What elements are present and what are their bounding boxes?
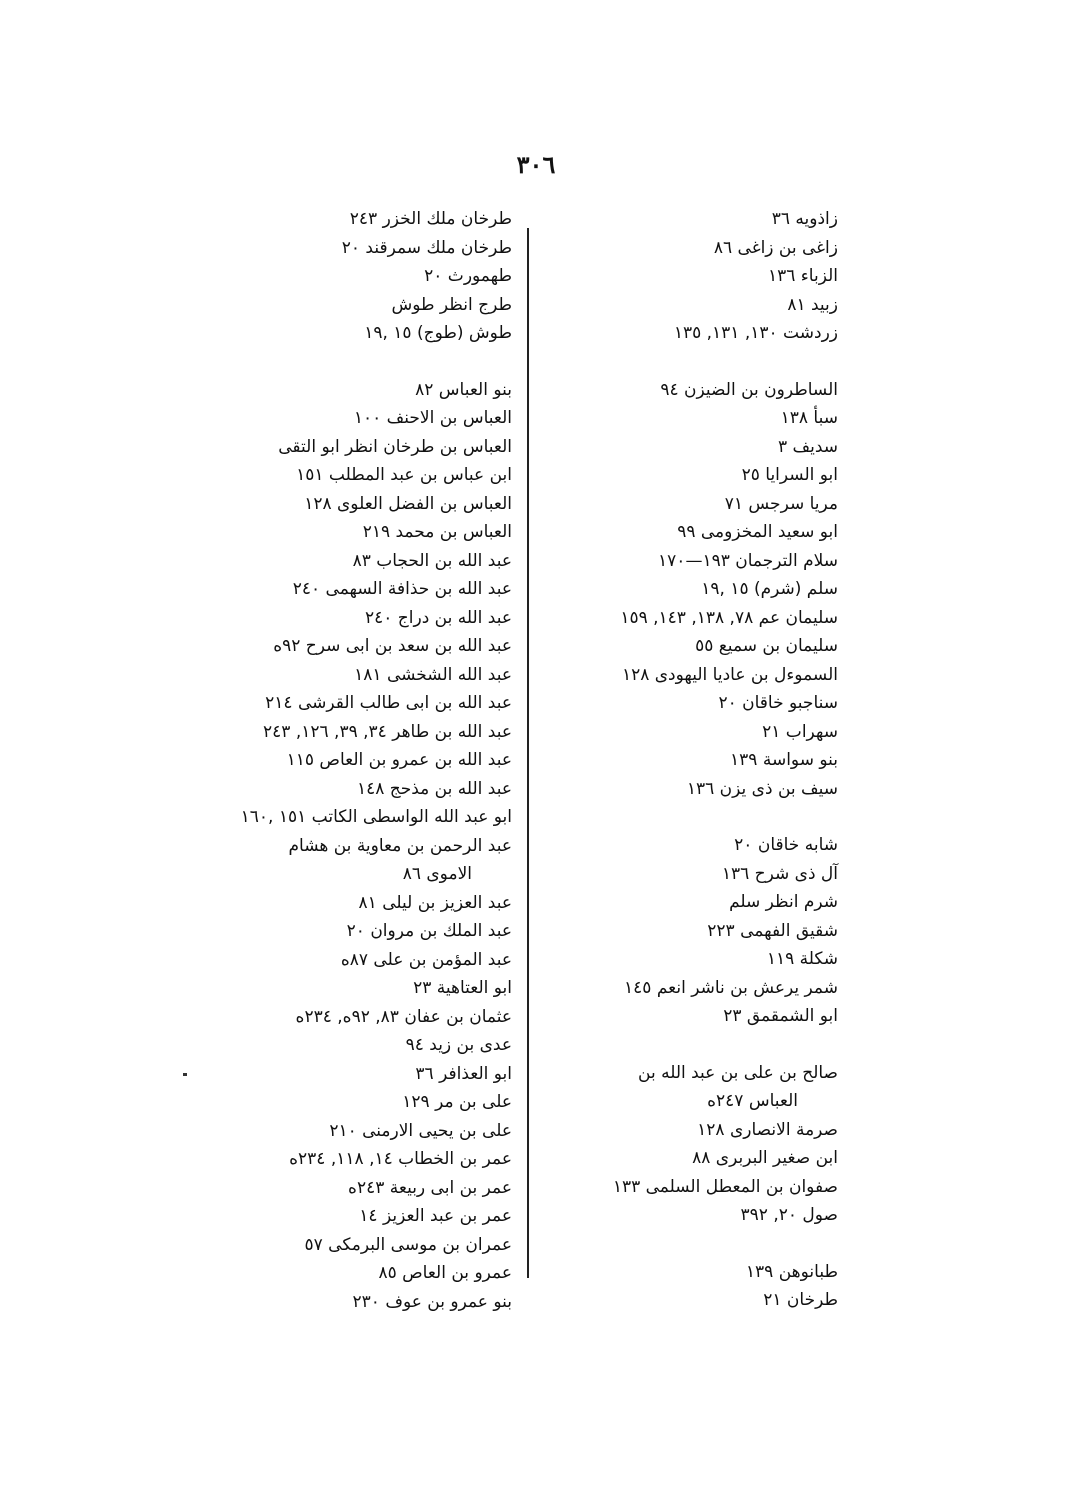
index-entry: الزباء ١٣٦ (768, 266, 838, 286)
index-entry: عمر بن ابى ربيعة ٢٤٣ه (348, 1177, 512, 1198)
index-entry: العباس بن الاحنف ١٠٠ (353, 408, 512, 428)
index-entry: الساطرون بن الضيزن ٩٤ (660, 379, 838, 400)
index-entry: ابو السرايا ٢٥ (741, 465, 838, 485)
index-entry: مريا سرجس ٧١ (724, 493, 838, 514)
index-entry: شابه خاقان ٢٠ (734, 835, 838, 855)
index-entry: بنو عمرو بن عوف ٢٣٠ (352, 1291, 512, 1312)
index-entry: على بن يحيى الارمنى ٢١٠ (329, 1120, 512, 1141)
index-entry: عمر بن الخطاب ١٤, ١١٨, ٢٣٤ه (289, 1149, 512, 1169)
index-entry: شقيق الفهمى ٢٢٣ (707, 920, 838, 941)
index-entry: عمر بن عبد العزيز ١٤ (359, 1206, 512, 1226)
index-entry: ابو العذافر ٣٦ (415, 1063, 512, 1084)
index-entry: سبأ ١٣٨ (780, 408, 838, 428)
index-entry: زردشت ١٣٠, ١٣١, ١٣٥ (673, 323, 838, 343)
index-entry: السموءل بن عاديا اليهودى ١٢٨ (621, 664, 838, 685)
index-entry: عمرو بن العاص ٨٥ (378, 1263, 512, 1283)
index-entry: ابو الشمقمق ٢٣ (723, 1006, 838, 1026)
index-entry: طرخان ٢١ (763, 1290, 838, 1310)
index-entry: سلام الترجمان ١٩٣—١٧٠ (658, 550, 838, 571)
index-entry: صول ٢٠, ٣٩٢ (740, 1205, 838, 1225)
index-entry: طبانوهن ١٣٩ (745, 1261, 838, 1282)
index-entry: عبد الله بن الحجاب ٨٣ (352, 550, 512, 571)
index-entry: العباس بن طرخان انظر ابو التقى (278, 436, 512, 457)
index-entry: زاغى بن زاغى ٨٦ (713, 237, 838, 258)
index-entry: سلم (شرم) ١٥ ,١٩ (701, 579, 838, 599)
index-entry: عبد العزيز بن ليلى ٨١ (358, 892, 512, 913)
index-entry: طهمورث ٢٠ (424, 266, 512, 286)
group-gap (172, 348, 512, 376)
index-entry: على بن مر ١٢٩ (402, 1092, 512, 1112)
index-entry: ابو سعيد المخزومى ٩٩ (677, 522, 838, 542)
group-gap (518, 803, 838, 831)
index-entry: شمر يرعش بن ناشر انعم ١٤٥ (624, 977, 838, 998)
index-entry: عبد الرحمن بن معاوية بن هشام (288, 835, 512, 856)
index-entry: زاذويه ٣٦ (771, 209, 838, 229)
index-entry: عبد الله بن ابى طالب القرشى ٢١٤ (265, 693, 512, 713)
index-entry: طوش (طوج) ١٥ ,١٩ (364, 323, 512, 343)
index-entry: ابن عباس بن عبد المطلب ١٥١ (296, 465, 512, 485)
group-gap (518, 1230, 838, 1258)
index-entry: عبد الله بن عمرو بن العاص ١١٥ (286, 750, 512, 770)
page-number: ٣٠٦ (516, 150, 556, 179)
index-entry: عبد المؤمن بن على ٨٧ه (340, 949, 512, 970)
index-entry: صرمة الانصارى ١٢٨ (697, 1119, 838, 1140)
index-entry: عثمان بن عفان ٨٣, ٩٢ه, ٢٣٤ه (295, 1006, 512, 1027)
column-divider (527, 228, 529, 1278)
index-entry: سليمان بن سميع ٥٥ (695, 636, 838, 656)
index-entry: سهراب ٢١ (762, 721, 838, 742)
index-entry: عبد الملك بن مروان ٢٠ (346, 921, 512, 941)
group-gap (518, 348, 838, 376)
group-gap (518, 1031, 838, 1059)
index-entry: ابو العتاهية ٢٣ (413, 978, 512, 998)
index-entry: سيف بن ذى يزن ١٣٦ (686, 778, 838, 799)
index-entry: صالح بن على بن عبد الله بن (638, 1062, 838, 1083)
index-entry: طرج انظر طوش (391, 294, 512, 315)
index-entry: عبد الله الشخشى ١٨١ (354, 664, 512, 685)
index-entry: عدى بن زيد ٩٤ (405, 1035, 512, 1055)
index-entry: شكلة ١١٩ (766, 949, 838, 969)
index-entry: صفوان بن المعطل السلمى ١٣٣ (612, 1176, 838, 1197)
stray-mark (183, 1073, 187, 1076)
index-entry: الاموى ٨٦ (402, 864, 472, 884)
index-entry: سليمان عم ٧٨, ١٣٨, ١٤٣, ١٥٩ (620, 607, 838, 628)
index-entry: عمران بن موسى البرمكى ٥٧ (304, 1234, 512, 1255)
index-entry: ابن صغير البربرى ٨٨ (692, 1148, 838, 1168)
index-entry: شرم انظر سلم (729, 892, 838, 912)
index-entry: ابو عبد الله الواسطى الكاتب ١٥١ ,١٦٠ (240, 807, 512, 827)
index-entry: سديف ٣ (777, 436, 838, 457)
index-entry: العباس ٢٤٧ه (707, 1091, 798, 1111)
index-entry: زبيد ٨١ (787, 294, 838, 315)
index-entry: بنو العباس ٨٢ (415, 379, 512, 400)
index-column-right (518, 205, 838, 1315)
index-entry: طرخان ملك الخزر ٢٤٣ (349, 209, 512, 229)
index-entry: عبد الله بن دراج ٢٤٠ (364, 607, 512, 628)
index-entry: عبد الله بن طاهر ٣٤, ٣٩, ١٢٦, ٢٤٣ (263, 721, 512, 742)
index-entry: العباس بن محمد ٢١٩ (362, 522, 512, 542)
index-entry: آل ذى شرح ١٣٦ (721, 863, 838, 884)
index-entry: سناجبو خاقان ٢٠ (718, 693, 838, 713)
index-entry: عبد الله بن سعد بن ابى سرح ٩٢ه (273, 636, 512, 656)
index-entry: عبد الله بن حذافة السهمى ٢٤٠ (292, 579, 512, 599)
index-entry: العباس بن الفضل العلوى ١٢٨ (304, 493, 512, 514)
index-column-left (172, 205, 512, 1316)
index-entry: بنو سواسة ١٣٩ (730, 750, 838, 770)
index-entry: عبد الله بن مذحج ١٤٨ (356, 778, 512, 799)
index-entry: طرخان ملك سمرقند ٢٠ (341, 237, 512, 258)
